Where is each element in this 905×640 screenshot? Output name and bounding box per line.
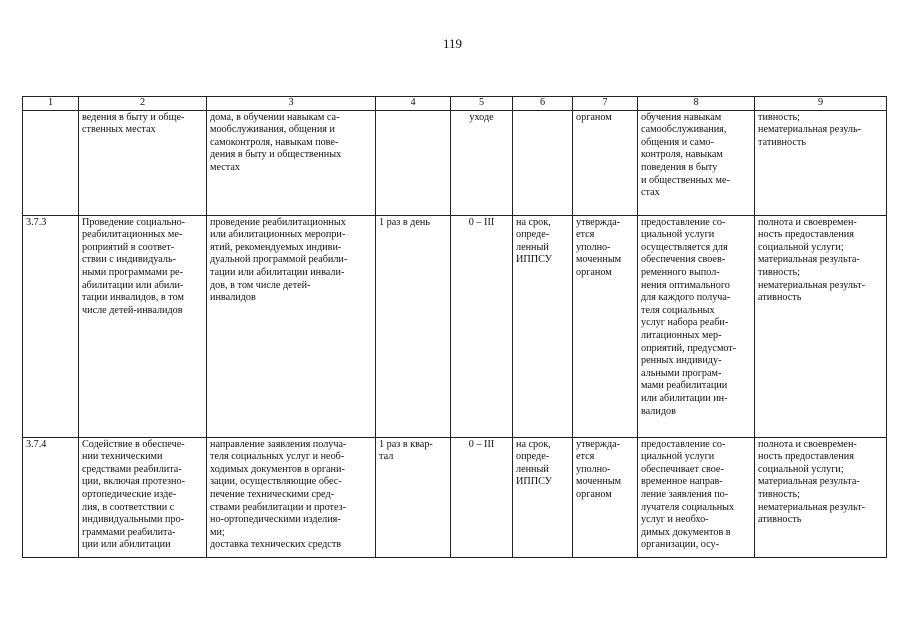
cell-quality-indicators: полнота и своевремен- ность предоставления социальной услуги; материальная результа- тивность; нематериальная результ- ативность	[755, 215, 887, 437]
header-row	[23, 97, 887, 111]
cell-tariff: органом	[573, 110, 638, 215]
cell-tariff: утвержда- ется уполно- моченным органом	[573, 437, 638, 557]
cell-quality-indicators: тивность; нематериальная резуль- тативность	[755, 110, 887, 215]
cell-term: на срок, опреде- ленный ИППСУ	[513, 437, 573, 557]
cell-frequency	[376, 110, 451, 215]
cell-conditions: обучения навыкам самообслуживания, общения и само- контроля, навыкам поведения в быту и общественных ме- стах	[638, 110, 755, 215]
column-header-4: 4	[376, 97, 451, 111]
cell-service-description: проведение реабилитационных или абилитационных меропри- ятий, рекомендуемых индиви- дуальной программой реабили- тации или абилитации инвали- дов, в том числе детей- инвалидов	[207, 215, 376, 437]
table-row	[23, 110, 887, 215]
cell-group: 0 – III	[451, 215, 513, 437]
cell-service-name: ведения в быту и обще- ственных местах	[79, 110, 207, 215]
cell-service-description: дома, в обучении навыкам са- мообслуживания, общения и самоконтроля, навыкам пове- дения в быту и общественных местах	[207, 110, 376, 215]
cell-number	[23, 110, 79, 215]
cell-number: 3.7.4	[23, 437, 79, 557]
column-header-6: 6	[513, 97, 573, 111]
page-number: 119	[442, 36, 463, 51]
cell-conditions: предоставление со- циальной услуги обеспечивает свое- временное направ- ление заявления по- лучателя социальных услуг и необхо- димых документов в организации, осу-	[638, 437, 755, 557]
cell-term	[513, 110, 573, 215]
cell-group: уходе	[451, 110, 513, 215]
cell-term: на срок, опреде- ленный ИППСУ	[513, 215, 573, 437]
cell-service-description: направление заявления получа- теля социальных услуг и необ- ходимых документов в органи- зации, осуществляющие обес- печение техническими сред- ствами реабилитации и протез- но-ортопедическими изделия- ми; доставка технических средств	[207, 437, 376, 557]
cell-frequency: 1 раз в день	[376, 215, 451, 437]
cell-frequency: 1 раз в квар- тал	[376, 437, 451, 557]
cell-conditions: предоставление со- циальной услуги осуществляется для обеспечения своев- ременного выпол- нения оптимального для каждого получа- теля социальных услуг набора реаби- литационных мер- оприятий, предусмот- ренных индивиду- альными програм- мами реабилитации или абилитации ин- валидов	[638, 215, 755, 437]
table-row	[23, 215, 887, 437]
column-header-7: 7	[573, 97, 638, 111]
column-header-5: 5	[451, 97, 513, 111]
cell-number: 3.7.3	[23, 215, 79, 437]
cell-quality-indicators: полнота и своевремен- ность предоставления социальной услуги; материальная результа- тивность; нематериальная результ- ативность	[755, 437, 887, 557]
cell-service-name: Проведение социально- реабилитационных ме- роприятий в соответ- ствии с индивидуаль- ными программами ре- абилитации или абили- тации инвалидов, в том числе детей-инвалидов	[79, 215, 207, 437]
column-header-1: 1	[23, 97, 79, 111]
cell-tariff: утвержда- ется уполно- моченным органом	[573, 215, 638, 437]
cell-group: 0 – III	[451, 437, 513, 557]
column-header-3: 3	[207, 97, 376, 111]
column-header-9: 9	[755, 97, 887, 111]
column-header-8: 8	[638, 97, 755, 111]
table-row	[23, 437, 887, 557]
services-table	[22, 96, 887, 558]
cell-service-name: Содействие в обеспече- нии техническими средствами реабилита- ции, включая протезно- ортопедические изде- лия, в соответствии с индивидуальными про- граммами реабилита- ции или абилитации	[79, 437, 207, 557]
column-header-2: 2	[79, 97, 207, 111]
